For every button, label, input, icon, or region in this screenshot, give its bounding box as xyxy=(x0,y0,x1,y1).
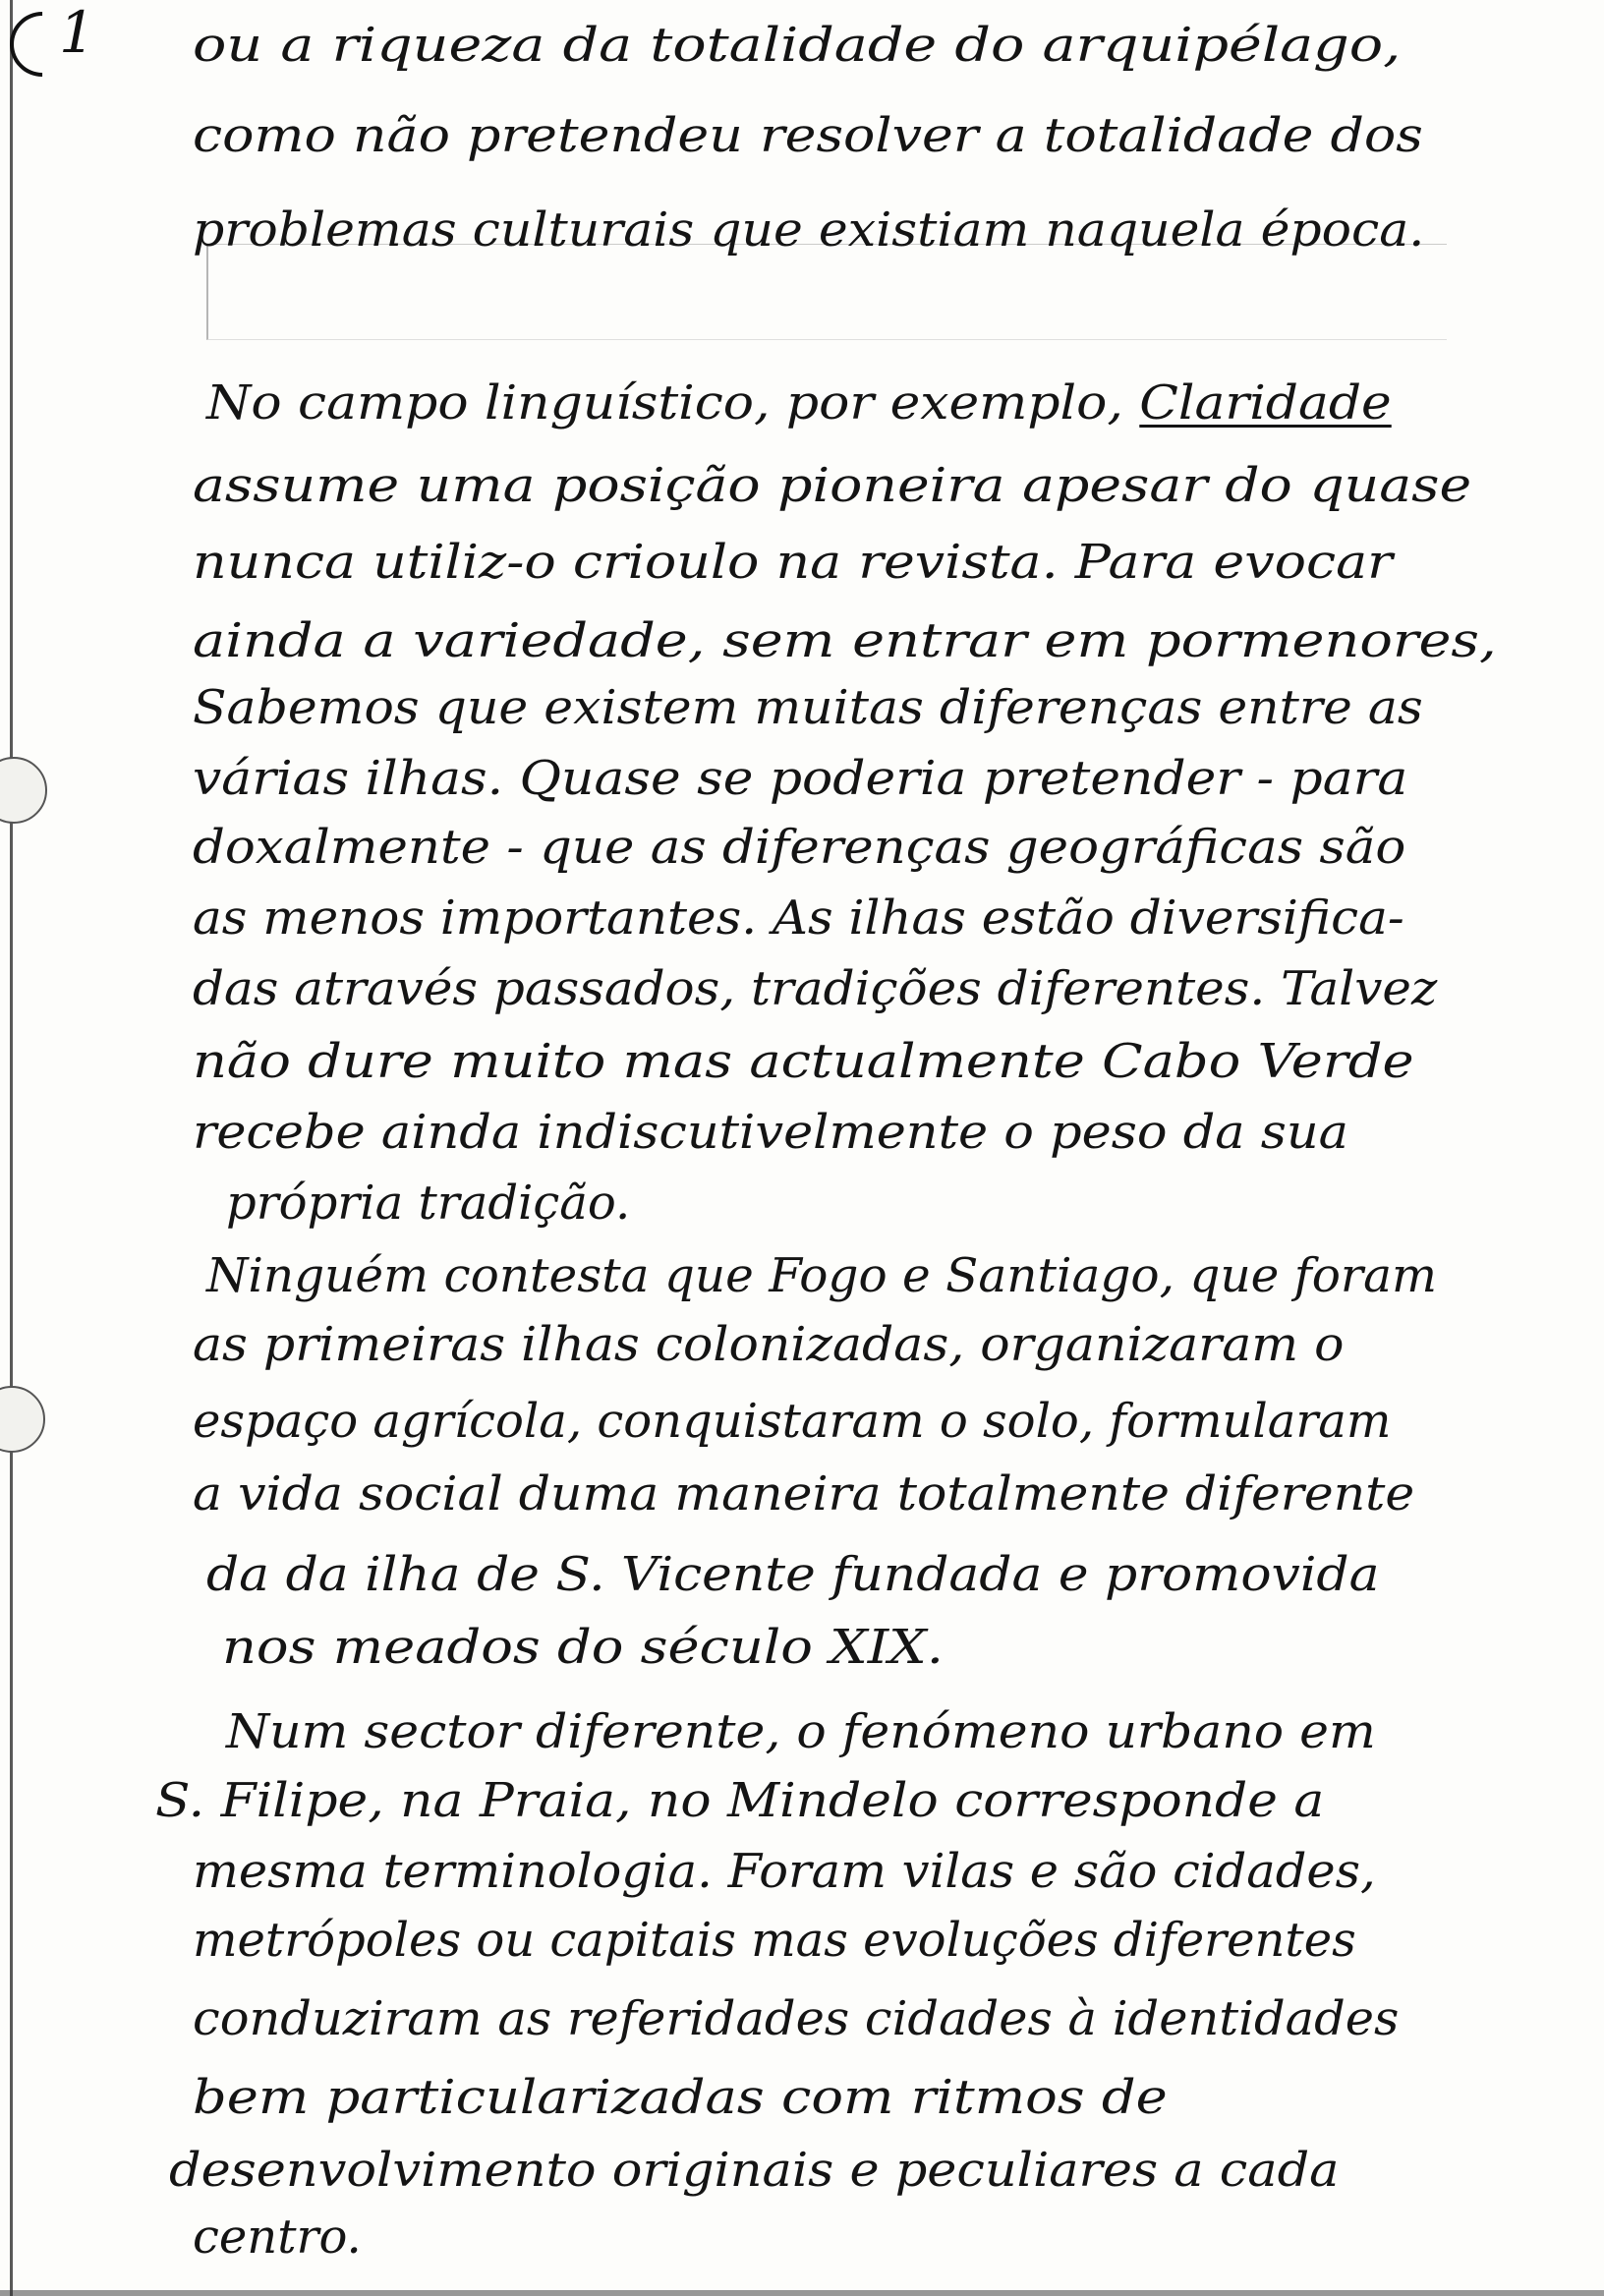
text-line-05: assume uma posição pioneira apesar do quase xyxy=(193,458,1472,513)
page-number-marker xyxy=(6,0,114,75)
text-line-11: as menos importantes. As ilhas estão diversifica- xyxy=(193,890,1404,946)
text-line-08: Sabemos que existem muitas diferenças entre as xyxy=(193,680,1423,735)
text-line-19: a vida social duma maneira totalmente diferente xyxy=(193,1466,1415,1521)
text-line-22: Num sector diferente, o fenómeno urbano em xyxy=(226,1704,1376,1759)
text-line-15: própria tradição. xyxy=(226,1176,631,1231)
text-line-29: centro. xyxy=(193,2210,362,2265)
text-line-02: como não pretendeu resolver a totalidade dos xyxy=(193,108,1423,163)
scan-bottom-edge xyxy=(0,2290,1604,2296)
text-line-27: bem particularizadas com ritmos de xyxy=(193,2070,1168,2125)
text-line-28: desenvolvimento originais e peculiares a cada xyxy=(169,2143,1340,2198)
text-line-09: várias ilhas. Quase se poderia pretender - para xyxy=(193,751,1408,806)
text-line-20: da da ilha de S. Vicente fundada e promovida xyxy=(206,1547,1380,1602)
text-line-10: doxalmente - que as diferenças geográficas são xyxy=(193,820,1406,875)
page-number: 1 xyxy=(59,0,95,66)
text-line-16: Ninguém contesta que Fogo e Santiago, que foram xyxy=(206,1248,1437,1303)
text-line-13: não dure muito mas actualmente Cabo Verde xyxy=(193,1034,1414,1089)
punch-hole xyxy=(0,1386,45,1453)
claridade-underlined: Claridade xyxy=(1139,375,1392,430)
text-line-07: ainda a variedade, sem entrar em pormenores, xyxy=(193,613,1497,668)
text-line-12: das através passados, tradições diferentes. Talvez xyxy=(193,961,1438,1016)
text-line-14: recebe ainda indiscutivelmente o peso da sua xyxy=(193,1105,1349,1160)
text-line-25: metrópoles ou capitais mas evoluções diferentes xyxy=(193,1913,1356,1968)
text-line-04-lead: No campo linguístico, por exemplo, xyxy=(206,375,1140,430)
binding-edge xyxy=(10,0,13,2296)
blank-strip xyxy=(206,244,1447,340)
text-line-04 xyxy=(206,375,1392,430)
text-line-01: ou a riqueza da totalidade do arquipélago, xyxy=(193,18,1402,73)
text-line-24: mesma terminologia. Foram vilas e são cidades, xyxy=(193,1844,1376,1899)
text-line-06: nunca utiliz-o crioulo na revista. Para evocar xyxy=(193,535,1393,590)
text-line-23: S. Filipe, na Praia, no Mindelo corresponde a xyxy=(155,1773,1325,1828)
text-line-21: nos meados do século XIX. xyxy=(222,1620,944,1675)
text-line-17: as primeiras ilhas colonizadas, organizaram o xyxy=(193,1317,1345,1372)
text-line-18: espaço agrícola, conquistaram o solo, formularam xyxy=(193,1394,1392,1449)
text-line-03: problemas culturais que existiam naquela época. xyxy=(193,202,1425,258)
text-line-26: conduziram as referidades cidades à identidades xyxy=(193,1991,1400,2046)
punch-hole xyxy=(0,757,47,824)
